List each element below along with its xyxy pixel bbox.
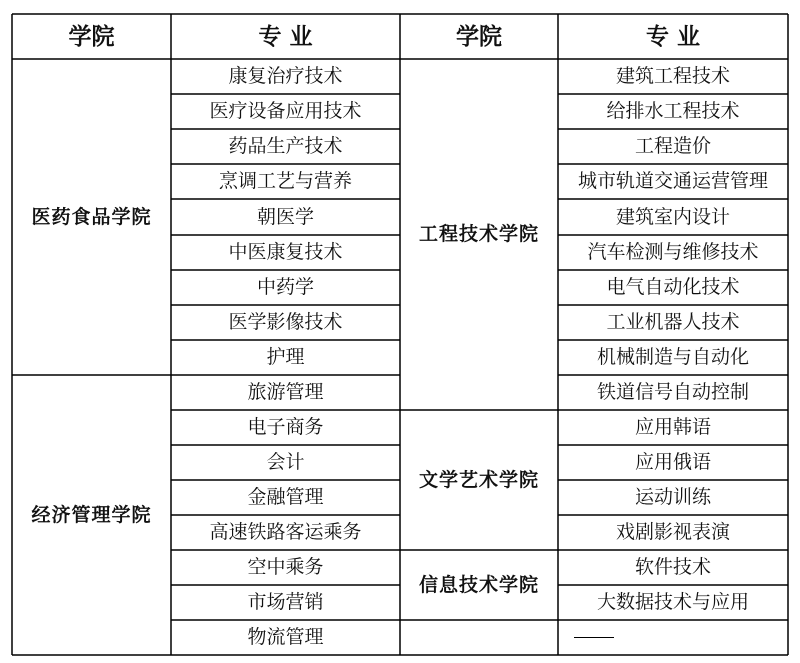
major-cell: 城市轨道交通运营管理 — [577, 170, 768, 192]
college-cell: 工程技术学院 — [418, 223, 539, 245]
major-cell: 康复治疗技术 — [228, 65, 343, 87]
college-cell: 文学艺术学院 — [418, 468, 539, 491]
major-cell: 电子商务 — [247, 416, 324, 438]
college-cell: 信息技术学院 — [418, 573, 539, 596]
major-cell: 给排水工程技术 — [606, 100, 740, 122]
major-cell: 医疗设备应用技术 — [209, 100, 362, 122]
header-college-left: 学院 — [68, 23, 115, 50]
major-cell: 戏剧影视表演 — [615, 521, 730, 543]
major-cell: 软件技术 — [634, 556, 711, 578]
major-cell: 中药学 — [256, 276, 314, 298]
major-cell: 机械制造与自动化 — [596, 346, 749, 368]
dash-mark — [574, 637, 614, 638]
major-cell: 医学影像技术 — [228, 311, 343, 333]
major-cell: 应用俄语 — [634, 451, 711, 473]
major-cell: 烹调工艺与营养 — [218, 170, 352, 192]
major-cell: 护理 — [266, 346, 305, 368]
college-cell: 经济管理学院 — [31, 503, 152, 526]
major-cell: 大数据技术与应用 — [596, 591, 749, 613]
major-cell: 工业机器人技术 — [606, 311, 740, 333]
major-cell: 工程造价 — [634, 135, 711, 157]
major-cell: 应用韩语 — [634, 416, 711, 438]
major-cell: 朝医学 — [256, 205, 314, 228]
major-cell: 汽车检测与维修技术 — [587, 241, 759, 263]
major-cell: 会计 — [266, 451, 305, 473]
header-college-right: 学院 — [456, 23, 502, 50]
major-cell: 药品生产技术 — [228, 135, 343, 157]
major-cell: 物流管理 — [247, 626, 324, 648]
major-cell: 金融管理 — [247, 486, 324, 508]
major-cell: 建筑室内设计 — [615, 205, 730, 228]
header-major-right: 专 业 — [645, 23, 700, 50]
major-cell: 铁道信号自动控制 — [596, 381, 749, 403]
college-cell: 医药食品学院 — [31, 205, 152, 228]
major-cell: 空中乘务 — [247, 556, 324, 578]
header-major-left: 专 业 — [258, 23, 313, 50]
major-cell: 建筑工程技术 — [615, 65, 730, 87]
empty-row-dash — [400, 620, 788, 655]
major-cell: 市场营销 — [247, 591, 324, 613]
major-cell: 运动训练 — [634, 486, 711, 508]
major-cell: 旅游管理 — [247, 381, 324, 403]
major-cell: 高速铁路客运乘务 — [209, 521, 362, 543]
major-cell: 中医康复技术 — [228, 241, 343, 263]
major-cell: 电气自动化技术 — [606, 276, 740, 298]
